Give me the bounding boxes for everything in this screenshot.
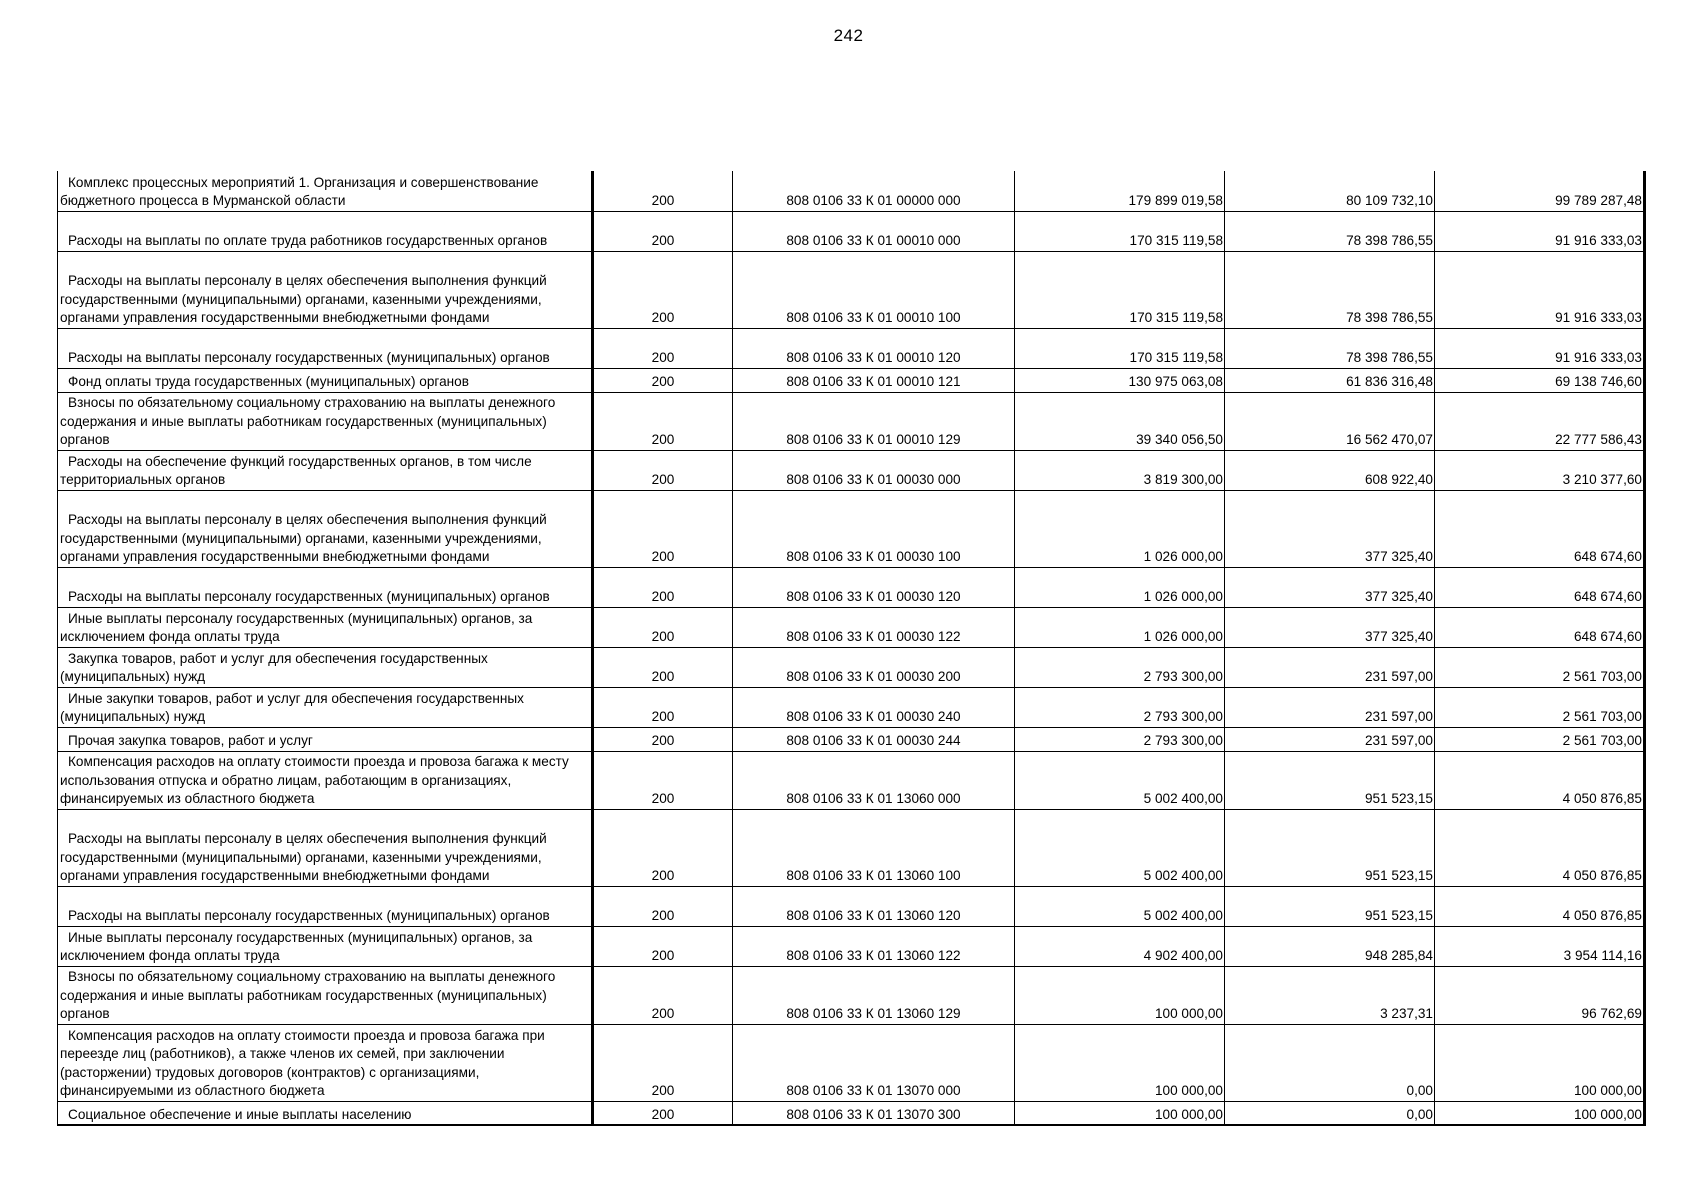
row-amount-1-cell: 170 315 119,58 — [1015, 251, 1225, 328]
row-amount-1-cell: 5 002 400,00 — [1015, 886, 1225, 926]
row-amount-2-cell: 948 285,84 — [1225, 926, 1435, 966]
row-amount-3-cell: 4 050 876,85 — [1435, 809, 1645, 886]
row-name-cell: Расходы на выплаты персоналу государственных (муниципальных) органов — [58, 886, 593, 926]
row-name-cell: Прочая закупка товаров, работ и услуг — [58, 727, 593, 751]
table-row — [58, 966, 1645, 1024]
row-amount-1-cell: 5 002 400,00 — [1015, 751, 1225, 809]
table-row — [58, 886, 1645, 926]
row-amount-2-cell: 377 325,40 — [1225, 490, 1435, 567]
row-code-cell: 200 — [593, 687, 733, 727]
row-amount-2-cell: 78 398 786,55 — [1225, 328, 1435, 368]
row-amount-3-cell: 648 674,60 — [1435, 490, 1645, 567]
row-amount-3-cell: 648 674,60 — [1435, 567, 1645, 607]
table-row — [58, 171, 1645, 211]
row-amount-1-cell: 1 026 000,00 — [1015, 490, 1225, 567]
row-name-cell: Взносы по обязательному социальному страхованию на выплаты денежного содержания и иные выплаты работникам государственных (муниципальных) органов — [58, 966, 593, 1024]
row-kbk-cell: 808 0106 33 К 01 00010 120 — [733, 328, 1015, 368]
row-amount-3-cell: 4 050 876,85 — [1435, 751, 1645, 809]
table-row — [58, 450, 1645, 490]
row-amount-3-cell: 69 138 746,60 — [1435, 368, 1645, 392]
row-kbk-cell: 808 0106 33 К 01 00030 200 — [733, 647, 1015, 687]
table-row — [58, 687, 1645, 727]
row-name-cell: Расходы на выплаты персоналу в целях обеспечения выполнения функций государственными (муниципальными) органами, казенными учреждениями, органами управления государственными внебюджетными фондами — [58, 251, 593, 328]
row-amount-3-cell: 2 561 703,00 — [1435, 687, 1645, 727]
row-code-cell: 200 — [593, 607, 733, 647]
row-name-cell: Компенсация расходов на оплату стоимости проезда и провоза багажа при переезде лиц (работников), а также членов их семей, при заключении (расторжении) трудовых договоров (контрактов) с организациями, финансируемыми из областного бюджета — [58, 1024, 593, 1101]
table-row — [58, 392, 1645, 450]
row-code-cell: 200 — [593, 211, 733, 251]
row-kbk-cell: 808 0106 33 К 01 00030 244 — [733, 727, 1015, 751]
row-kbk-cell: 808 0106 33 К 01 13060 122 — [733, 926, 1015, 966]
row-amount-3-cell: 2 561 703,00 — [1435, 727, 1645, 751]
row-name-cell: Расходы на выплаты персоналу государственных (муниципальных) органов — [58, 567, 593, 607]
row-kbk-cell: 808 0106 33 К 01 00010 129 — [733, 392, 1015, 450]
row-name-cell: Иные выплаты персоналу государственных (муниципальных) органов, за исключением фонда оплаты труда — [58, 607, 593, 647]
row-name-cell: Социальное обеспечение и иные выплаты населению — [58, 1101, 593, 1125]
row-kbk-cell: 808 0106 33 К 01 00010 000 — [733, 211, 1015, 251]
row-amount-2-cell: 0,00 — [1225, 1024, 1435, 1101]
row-amount-3-cell: 99 789 287,48 — [1435, 171, 1645, 211]
row-kbk-cell: 808 0106 33 К 01 13060 129 — [733, 966, 1015, 1024]
table-row — [58, 926, 1645, 966]
row-amount-3-cell: 100 000,00 — [1435, 1101, 1645, 1125]
row-name-cell: Фонд оплаты труда государственных (муниципальных) органов — [58, 368, 593, 392]
row-amount-2-cell: 61 836 316,48 — [1225, 368, 1435, 392]
row-name-cell: Закупка товаров, работ и услуг для обеспечения государственных (муниципальных) нужд — [58, 647, 593, 687]
table-row — [58, 607, 1645, 647]
row-code-cell: 200 — [593, 966, 733, 1024]
row-amount-1-cell: 2 793 300,00 — [1015, 647, 1225, 687]
row-kbk-cell: 808 0106 33 К 01 00030 100 — [733, 490, 1015, 567]
row-amount-2-cell: 3 237,31 — [1225, 966, 1435, 1024]
row-kbk-cell: 808 0106 33 К 01 00000 000 — [733, 171, 1015, 211]
row-amount-2-cell: 231 597,00 — [1225, 647, 1435, 687]
row-code-cell: 200 — [593, 886, 733, 926]
table-row — [58, 211, 1645, 251]
row-amount-1-cell: 179 899 019,58 — [1015, 171, 1225, 211]
table-row — [58, 490, 1645, 567]
row-amount-2-cell: 231 597,00 — [1225, 727, 1435, 751]
row-amount-3-cell: 3 954 114,16 — [1435, 926, 1645, 966]
row-kbk-cell: 808 0106 33 К 01 00010 121 — [733, 368, 1015, 392]
row-code-cell: 200 — [593, 647, 733, 687]
row-amount-1-cell: 1 026 000,00 — [1015, 567, 1225, 607]
row-name-cell: Иные закупки товаров, работ и услуг для обеспечения государственных (муниципальных) нужд — [58, 687, 593, 727]
budget-table — [57, 171, 1646, 1126]
row-amount-2-cell: 231 597,00 — [1225, 687, 1435, 727]
row-amount-2-cell: 377 325,40 — [1225, 607, 1435, 647]
table-row — [58, 251, 1645, 328]
row-amount-1-cell: 170 315 119,58 — [1015, 328, 1225, 368]
row-code-cell: 200 — [593, 251, 733, 328]
table-body — [58, 171, 1645, 1125]
row-amount-1-cell: 39 340 056,50 — [1015, 392, 1225, 450]
row-name-cell: Расходы на выплаты персоналу в целях обеспечения выполнения функций государственными (муниципальными) органами, казенными учреждениями, органами управления государственными внебюджетными фондами — [58, 490, 593, 567]
row-code-cell: 200 — [593, 328, 733, 368]
table-row — [58, 647, 1645, 687]
row-code-cell: 200 — [593, 1024, 733, 1101]
row-kbk-cell: 808 0106 33 К 01 00030 240 — [733, 687, 1015, 727]
row-amount-1-cell: 5 002 400,00 — [1015, 809, 1225, 886]
row-amount-2-cell: 377 325,40 — [1225, 567, 1435, 607]
row-kbk-cell: 808 0106 33 К 01 00030 000 — [733, 450, 1015, 490]
row-code-cell: 200 — [593, 392, 733, 450]
table-row — [58, 328, 1645, 368]
row-amount-2-cell: 951 523,15 — [1225, 751, 1435, 809]
row-name-cell: Компенсация расходов на оплату стоимости проезда и провоза багажа к месту использования отпуска и обратно лицам, работающим в организациях, финансируемых из областного бюджета — [58, 751, 593, 809]
table-row — [58, 1024, 1645, 1101]
row-code-cell: 200 — [593, 809, 733, 886]
row-kbk-cell: 808 0106 33 К 01 00030 122 — [733, 607, 1015, 647]
row-amount-3-cell: 4 050 876,85 — [1435, 886, 1645, 926]
row-amount-1-cell: 1 026 000,00 — [1015, 607, 1225, 647]
table-row — [58, 727, 1645, 751]
row-amount-2-cell: 608 922,40 — [1225, 450, 1435, 490]
row-amount-3-cell: 91 916 333,03 — [1435, 328, 1645, 368]
table-row — [58, 1101, 1645, 1125]
row-name-cell: Комплекс процессных мероприятий 1. Организация и совершенствование бюджетного процесса в Мурманской области — [58, 171, 593, 211]
row-amount-3-cell: 100 000,00 — [1435, 1024, 1645, 1101]
row-kbk-cell: 808 0106 33 К 01 13070 300 — [733, 1101, 1015, 1125]
row-kbk-cell: 808 0106 33 К 01 13060 000 — [733, 751, 1015, 809]
row-amount-3-cell: 648 674,60 — [1435, 607, 1645, 647]
row-amount-2-cell: 80 109 732,10 — [1225, 171, 1435, 211]
row-code-cell: 200 — [593, 490, 733, 567]
table-row — [58, 751, 1645, 809]
row-amount-2-cell: 78 398 786,55 — [1225, 211, 1435, 251]
row-amount-3-cell: 91 916 333,03 — [1435, 211, 1645, 251]
row-amount-1-cell: 170 315 119,58 — [1015, 211, 1225, 251]
table-row — [58, 567, 1645, 607]
row-kbk-cell: 808 0106 33 К 01 13060 120 — [733, 886, 1015, 926]
row-amount-2-cell: 78 398 786,55 — [1225, 251, 1435, 328]
row-code-cell: 200 — [593, 1101, 733, 1125]
row-amount-3-cell: 96 762,69 — [1435, 966, 1645, 1024]
row-kbk-cell: 808 0106 33 К 01 00030 120 — [733, 567, 1015, 607]
row-name-cell: Иные выплаты персоналу государственных (муниципальных) органов, за исключением фонда оплаты труда — [58, 926, 593, 966]
page-number: 242 — [833, 26, 864, 45]
row-amount-1-cell: 100 000,00 — [1015, 1101, 1225, 1125]
row-name-cell: Расходы на выплаты персоналу государственных (муниципальных) органов — [58, 328, 593, 368]
row-kbk-cell: 808 0106 33 К 01 13070 000 — [733, 1024, 1015, 1101]
row-code-cell: 200 — [593, 450, 733, 490]
row-amount-1-cell: 3 819 300,00 — [1015, 450, 1225, 490]
row-kbk-cell: 808 0106 33 К 01 13060 100 — [733, 809, 1015, 886]
row-amount-1-cell: 2 793 300,00 — [1015, 687, 1225, 727]
row-code-cell: 200 — [593, 727, 733, 751]
table-row — [58, 809, 1645, 886]
row-amount-2-cell: 16 562 470,07 — [1225, 392, 1435, 450]
row-amount-1-cell: 4 902 400,00 — [1015, 926, 1225, 966]
row-code-cell: 200 — [593, 567, 733, 607]
row-amount-1-cell: 100 000,00 — [1015, 966, 1225, 1024]
row-amount-1-cell: 100 000,00 — [1015, 1024, 1225, 1101]
row-amount-3-cell: 3 210 377,60 — [1435, 450, 1645, 490]
row-name-cell: Расходы на выплаты персоналу в целях обеспечения выполнения функций государственными (муниципальными) органами, казенными учреждениями, органами управления государственными внебюджетными фондами — [58, 809, 593, 886]
table-row — [58, 368, 1645, 392]
row-code-cell: 200 — [593, 368, 733, 392]
row-code-cell: 200 — [593, 751, 733, 809]
row-amount-3-cell: 2 561 703,00 — [1435, 647, 1645, 687]
row-amount-3-cell: 22 777 586,43 — [1435, 392, 1645, 450]
row-name-cell: Расходы на выплаты по оплате труда работников государственных органов — [58, 211, 593, 251]
row-name-cell: Взносы по обязательному социальному страхованию на выплаты денежного содержания и иные выплаты работникам государственных (муниципальных) органов — [58, 392, 593, 450]
row-amount-1-cell: 130 975 063,08 — [1015, 368, 1225, 392]
row-code-cell: 200 — [593, 926, 733, 966]
row-code-cell: 200 — [593, 171, 733, 211]
row-amount-2-cell: 951 523,15 — [1225, 886, 1435, 926]
row-amount-2-cell: 0,00 — [1225, 1101, 1435, 1125]
row-amount-2-cell: 951 523,15 — [1225, 809, 1435, 886]
row-name-cell: Расходы на обеспечение функций государственных органов, в том числе территориальных органов — [58, 450, 593, 490]
row-amount-3-cell: 91 916 333,03 — [1435, 251, 1645, 328]
row-kbk-cell: 808 0106 33 К 01 00010 100 — [733, 251, 1015, 328]
row-amount-1-cell: 2 793 300,00 — [1015, 727, 1225, 751]
